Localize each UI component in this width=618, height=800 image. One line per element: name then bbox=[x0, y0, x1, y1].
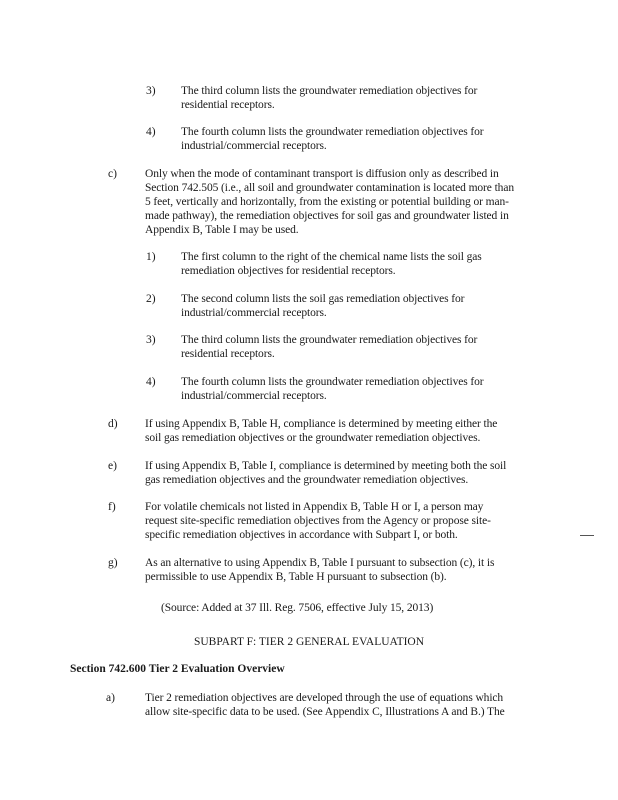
source-note: (Source: Added at 37 Ill. Reg. 7506, effective July 15, 2013) bbox=[161, 602, 434, 614]
item-label: f) bbox=[108, 501, 116, 513]
item-text-line: industrial/commercial receptors. bbox=[181, 307, 327, 319]
item-text-line: Section 742.505 (i.e., all soil and groundwater contamination is located more than bbox=[145, 182, 514, 194]
item-text-line: The second column lists the soil gas remediation objectives for bbox=[181, 293, 465, 305]
item-label: g) bbox=[108, 557, 118, 569]
item-text-line: industrial/commercial receptors. bbox=[181, 140, 327, 152]
item-text-line: If using Appendix B, Table H, compliance is determined by meeting either the bbox=[145, 418, 498, 430]
item-label: 3) bbox=[146, 85, 156, 97]
margin-revision-mark bbox=[580, 535, 594, 536]
item-text-line: remediation objectives for residential receptors. bbox=[181, 265, 396, 277]
item-label: e) bbox=[108, 460, 117, 472]
item-text-line: request site-specific remediation objectives from the Agency or propose site- bbox=[145, 515, 491, 527]
subpart-heading: SUBPART F: TIER 2 GENERAL EVALUATION bbox=[193, 636, 425, 648]
item-label: 1) bbox=[146, 251, 156, 263]
item-text-line: permissible to use Appendix B, Table H pursuant to subsection (b). bbox=[145, 571, 447, 583]
item-text-line: If using Appendix B, Table I, compliance is determined by meeting both the soil bbox=[145, 460, 507, 472]
item-label: 4) bbox=[146, 376, 156, 388]
item-text-line: The fourth column lists the groundwater remediation objectives for bbox=[181, 126, 484, 138]
item-text-line: The first column to the right of the chemical name lists the soil gas bbox=[181, 251, 482, 263]
item-text-line: As an alternative to using Appendix B, Table I pursuant to subsection (c), it is bbox=[145, 557, 495, 569]
item-text-line: Appendix B, Table I may be used. bbox=[145, 224, 299, 236]
item-text-line: residential receptors. bbox=[181, 99, 275, 111]
item-text-line: residential receptors. bbox=[181, 348, 275, 360]
item-label: 2) bbox=[146, 293, 156, 305]
item-label: a) bbox=[106, 692, 115, 704]
item-text-line: gas remediation objectives and the groundwater remediation objectives. bbox=[145, 474, 469, 486]
item-text-line: made pathway), the remediation objectives for soil gas and groundwater listed in bbox=[145, 210, 509, 222]
item-text-line: For volatile chemicals not listed in Appendix B, Table H or I, a person may bbox=[145, 501, 484, 513]
item-text-line: Only when the mode of contaminant transport is diffusion only as described in bbox=[145, 168, 499, 180]
section-heading: Section 742.600 Tier 2 Evaluation Overview bbox=[70, 663, 285, 675]
item-text-line: soil gas remediation objectives or the groundwater remediation objectives. bbox=[145, 432, 481, 444]
item-label: c) bbox=[108, 168, 117, 180]
item-text-line: specific remediation objectives in accordance with Subpart I, or both. bbox=[145, 529, 458, 541]
item-text-line: industrial/commercial receptors. bbox=[181, 390, 327, 402]
item-label: d) bbox=[108, 418, 118, 430]
item-text-line: allow site-specific data to be used. (See Appendix C, Illustrations A and B.) The bbox=[145, 706, 505, 718]
item-label: 3) bbox=[146, 334, 156, 346]
item-label: 4) bbox=[146, 126, 156, 138]
item-text-line: The third column lists the groundwater remediation objectives for bbox=[181, 85, 478, 97]
item-text-line: 5 feet, vertically and horizontally, from the existing or potential building or man- bbox=[145, 196, 509, 208]
item-text-line: The third column lists the groundwater remediation objectives for bbox=[181, 334, 478, 346]
item-text-line: The fourth column lists the groundwater remediation objectives for bbox=[181, 376, 484, 388]
item-text-line: Tier 2 remediation objectives are developed through the use of equations which bbox=[145, 692, 504, 704]
